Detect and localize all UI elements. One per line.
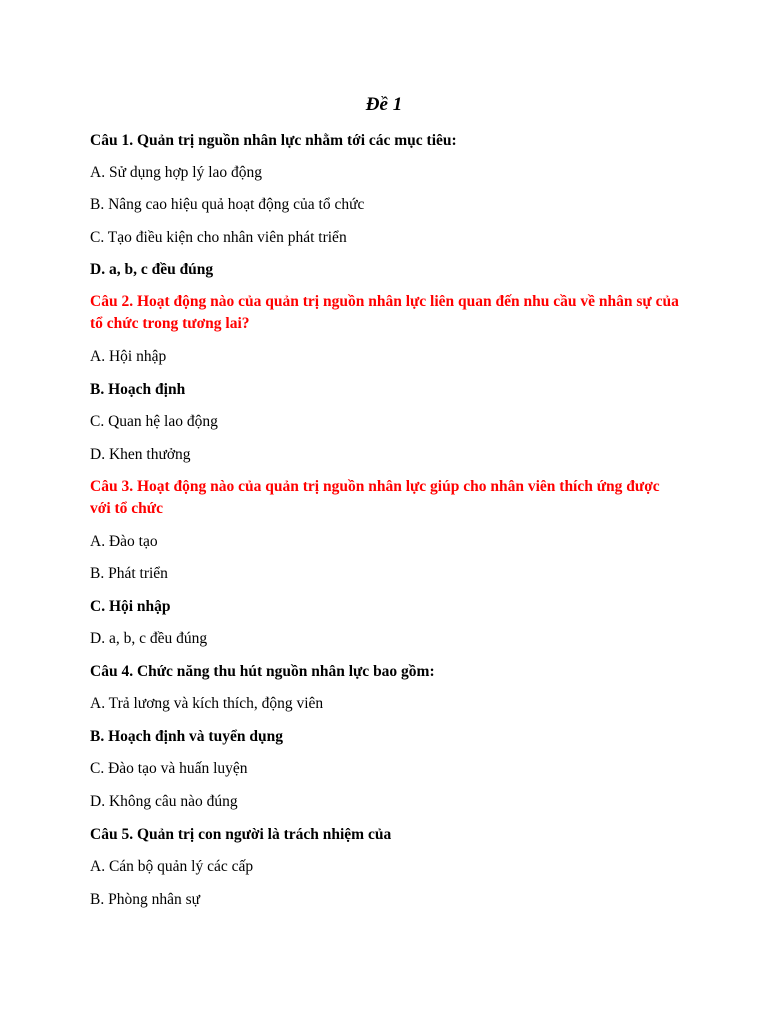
q4-option-d: D. Không câu nào đúng <box>90 793 238 810</box>
question-3: Câu 3. Hoạt động nào của quản trị nguồn nhân lực giúp cho nhân viên thích ứng được với tổ chức <box>90 478 660 517</box>
q3-option-d: D. a, b, c đều đúng <box>90 630 208 647</box>
q4-option-a: A. Trả lương và kích thích, động viên <box>90 695 324 712</box>
document-title: Đề 1 <box>365 94 403 115</box>
q1-option-a: A. Sử dụng hợp lý lao động <box>90 164 263 181</box>
question-1: Câu 1. Quản trị nguồn nhân lực nhằm tới các mục tiêu: <box>90 132 457 149</box>
q4-option-b: B. Hoạch định và tuyển dụng <box>90 728 283 745</box>
question-2: Câu 2. Hoạt động nào của quản trị nguồn nhân lực liên quan đến nhu cầu về nhân sự của tổ chức trong tương lai? <box>90 293 679 332</box>
question-5: Câu 5. Quản trị con người là trách nhiệm của <box>90 826 392 843</box>
q2-option-c: C. Quan hệ lao động <box>90 413 218 430</box>
q2-option-d: D. Khen thưởng <box>90 446 191 463</box>
q2-option-b: B. Hoạch định <box>90 381 186 398</box>
q5-option-a: A. Cán bộ quản lý các cấp <box>90 858 254 875</box>
q2-option-a: A. Hội nhập <box>90 348 167 365</box>
q5-option-b: B. Phòng nhân sự <box>90 891 201 908</box>
q4-option-c: C. Đào tạo và huấn luyện <box>90 760 248 777</box>
q3-option-c: C. Hội nhập <box>90 598 171 615</box>
q1-option-d: D. a, b, c đều đúng <box>90 261 214 278</box>
q1-option-c: C. Tạo điều kiện cho nhân viên phát triển <box>90 229 347 246</box>
q3-option-a: A. Đào tạo <box>90 533 158 550</box>
q1-option-b: B. Nâng cao hiệu quả hoạt động của tổ chức <box>90 196 365 213</box>
question-4: Câu 4. Chức năng thu hút nguồn nhân lực bao gồm: <box>90 663 435 680</box>
q3-option-b: B. Phát triển <box>90 565 168 582</box>
